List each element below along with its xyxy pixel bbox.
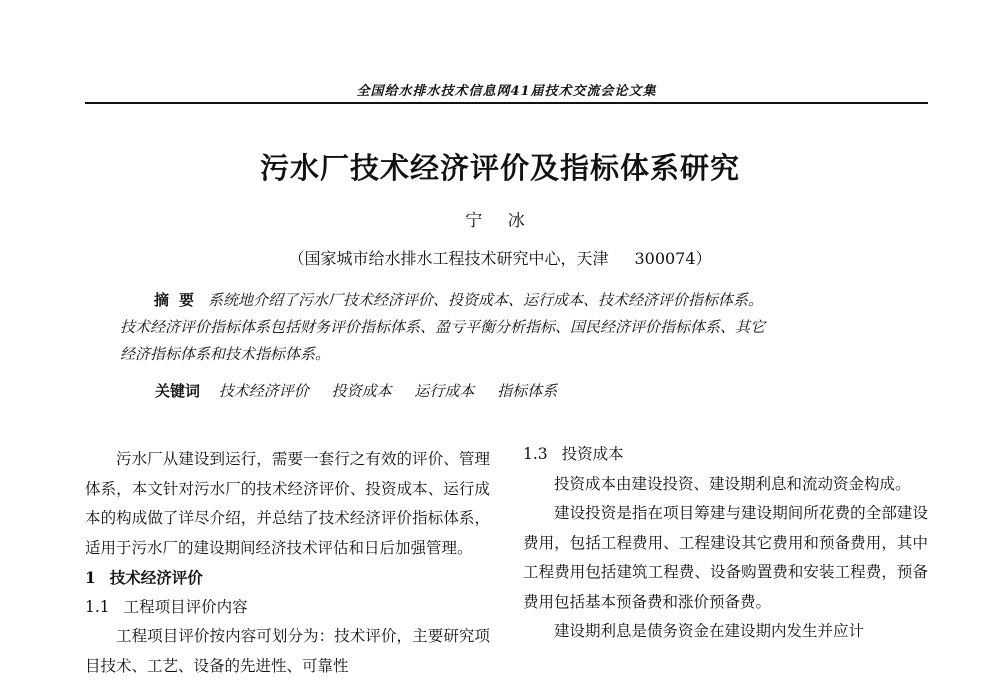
body-paragraph: 投资成本由建设投资、建设期利息和流动资金构成。 (554, 474, 911, 493)
section-heading (85, 563, 490, 593)
subsection-heading (523, 440, 928, 470)
keyword: 指标体系 (497, 382, 558, 400)
subsection-heading (85, 593, 490, 623)
abstract-line: 经济指标体系和技术指标体系。 (120, 345, 331, 363)
keyword: 投资成本 (331, 382, 392, 400)
affiliation-zip: 300074） (634, 249, 712, 268)
abstract-label: 摘要 (154, 291, 205, 309)
subsection-number: 1.1 (85, 597, 110, 616)
abstract (120, 287, 895, 368)
section-number: 1 (85, 568, 96, 587)
header-rule (85, 102, 928, 104)
intro-paragraph: 污水厂从建设到运行，需要一套行之有效的评价、管理体系，本文针对污水厂的技术经济评价、投资成本、运行成本的构成做了详尽介绍，并总结了技术经济评价指标体系，适用于污水厂的建设期间经济技术评估和日后加强管理。 (85, 450, 490, 557)
keyword: 技术经济评价 (218, 382, 309, 400)
subsection-number: 1.3 (523, 445, 548, 463)
subsection-title: 投资成本 (561, 445, 624, 463)
running-header: 全国给水排水技术信息网41届技术交流会论文集 (356, 84, 657, 99)
body-paragraph: 工程项目评价按内容可划分为：技术评价，主要研究项目技术、工艺、设备的先进性、可靠性 (85, 627, 490, 675)
section-title: 技术经济评价 (109, 568, 203, 587)
affiliation-org: （国家城市给水排水工程技术研究中心，天津 (288, 249, 609, 268)
abstract-line: 系统地介绍了污水厂技术经济评价、投资成本、运行成本、技术经济评价指标体系。 (208, 291, 764, 309)
keywords-label: 关键词 (155, 382, 201, 400)
paper-title: 污水厂技术经济评价及指标体系研究 (259, 151, 740, 185)
subsection-title: 工程项目评价内容 (123, 597, 248, 616)
keyword: 运行成本 (414, 382, 475, 400)
left-column (85, 445, 490, 681)
body-paragraph: 建设投资是指在项目筹建与建设期间所花费的全部建设费用，包括工程费用、工程建设其它费用和预备费用，其中工程费用包括建筑工程费、设备购置费和安装工程费，预备费用包括基本预备费和涨价预备费。 (523, 504, 928, 611)
body-paragraph: 建设期利息是债务资金在建设期内发生并应计 (554, 622, 865, 640)
right-column (523, 440, 928, 647)
author: 宁 冰 (465, 211, 535, 231)
abstract-first-line (120, 287, 895, 314)
abstract-line: 技术经济评价指标体系包括财务评价指标体系、盈亏平衡分析指标、国民经济评价指标体系、其它 (120, 318, 766, 336)
affiliation (0, 246, 1000, 269)
keywords (155, 380, 895, 401)
